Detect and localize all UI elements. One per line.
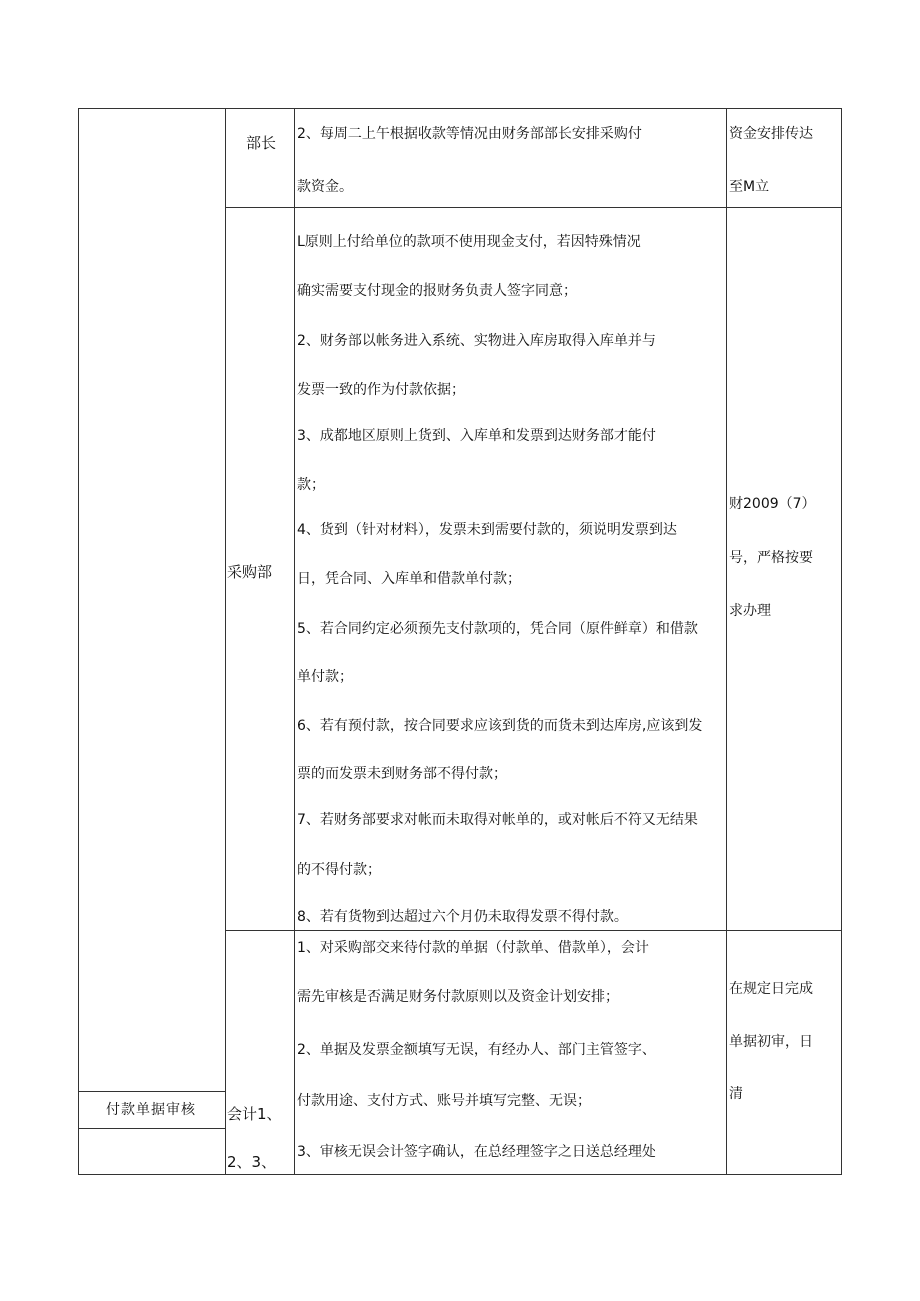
col1-divider-bottom [78, 1128, 225, 1129]
col-divider-3 [726, 108, 727, 1175]
col-divider-2 [294, 108, 295, 1175]
row1-note-2: 至M立 [729, 179, 770, 195]
row2-line-1: L原则上付给单位的款项不使用现金支付，若因特殊情况 [297, 234, 641, 250]
row2-line-11: 6、若有预付款，按合同要求应该到货的而货未到达库房,应该到发 [297, 718, 703, 734]
row2-note-1: 财2009（7） [729, 496, 816, 512]
row2-line-4: 发票一致的作为付款依据； [297, 382, 465, 398]
row3-note-2: 单据初审，日 [729, 1034, 813, 1050]
row2-line-10: 单付款； [297, 669, 353, 685]
row3-note-1: 在规定日完成 [729, 981, 813, 997]
row1-dept: 部长 [246, 134, 277, 152]
procedure-table [78, 108, 842, 1175]
row2-line-3: 2、财务部以帐务进入系统、实物进入库房取得入库单并与 [297, 333, 656, 349]
row3-note-3: 清 [729, 1086, 743, 1102]
row1-line-1: 2、每周二上午根据收款等情况由财务部部长安排采购付 [297, 126, 642, 142]
row2-line-6: 款； [297, 477, 325, 493]
row2-line-13: 7、若财务部要求对帐而未取得对帐单的，或对帐后不符又无结果 [297, 812, 698, 828]
row1-note-1: 资金安排传达 [729, 126, 813, 142]
row2-note-2: 号，严格按要 [729, 550, 813, 566]
row2-line-5: 3、成都地区原则上货到、入库单和发票到达财务部才能付 [297, 428, 656, 444]
col-divider-1 [225, 108, 226, 1175]
col1-divider-top [78, 1091, 225, 1092]
col1-label: 付款单据审核 [106, 1102, 196, 1118]
row2-dept: 采购部 [227, 563, 273, 581]
row3-line-2: 需先审核是否满足财务付款原则以及资金计划安排； [297, 989, 619, 1005]
row3-line-3: 2、单据及发票金额填写无误，有经办人、部门主管签字、 [297, 1042, 656, 1058]
row-divider-1 [225, 207, 842, 208]
row2-line-12: 票的而发票未到财务部不得付款； [297, 766, 507, 782]
row3-line-5: 3、审核无误会计签字确认，在总经理签字之日送总经理处 [297, 1144, 656, 1160]
row2-line-7: 4、货到（针对材料），发票未到需要付款的，须说明发票到达 [297, 522, 677, 538]
row3-line-1: 1、对采购部交来待付款的单据（付款单、借款单），会计 [297, 940, 649, 956]
row3-dept-1: 会计1、 [227, 1105, 282, 1123]
row1-line-2: 款资金。 [297, 179, 353, 195]
row3-line-4: 付款用途、支付方式、账号并填写完整、无误； [297, 1093, 591, 1109]
row3-dept-2: 2、3、 [227, 1153, 277, 1171]
row-divider-2 [225, 930, 842, 931]
row2-line-9: 5、若合同约定必须预先支付款项的，凭合同（原件鲜章）和借款 [297, 621, 698, 637]
row2-line-2: 确实需要支付现金的报财务负责人签字同意； [297, 283, 577, 299]
row2-note-3: 求办理 [729, 603, 771, 619]
row2-line-14: 的不得付款； [297, 862, 381, 878]
row2-line-8: 日，凭合同、入库单和借款单付款； [297, 571, 521, 587]
row2-line-15: 8、若有货物到达超过六个月仍未取得发票不得付款。 [297, 909, 628, 925]
